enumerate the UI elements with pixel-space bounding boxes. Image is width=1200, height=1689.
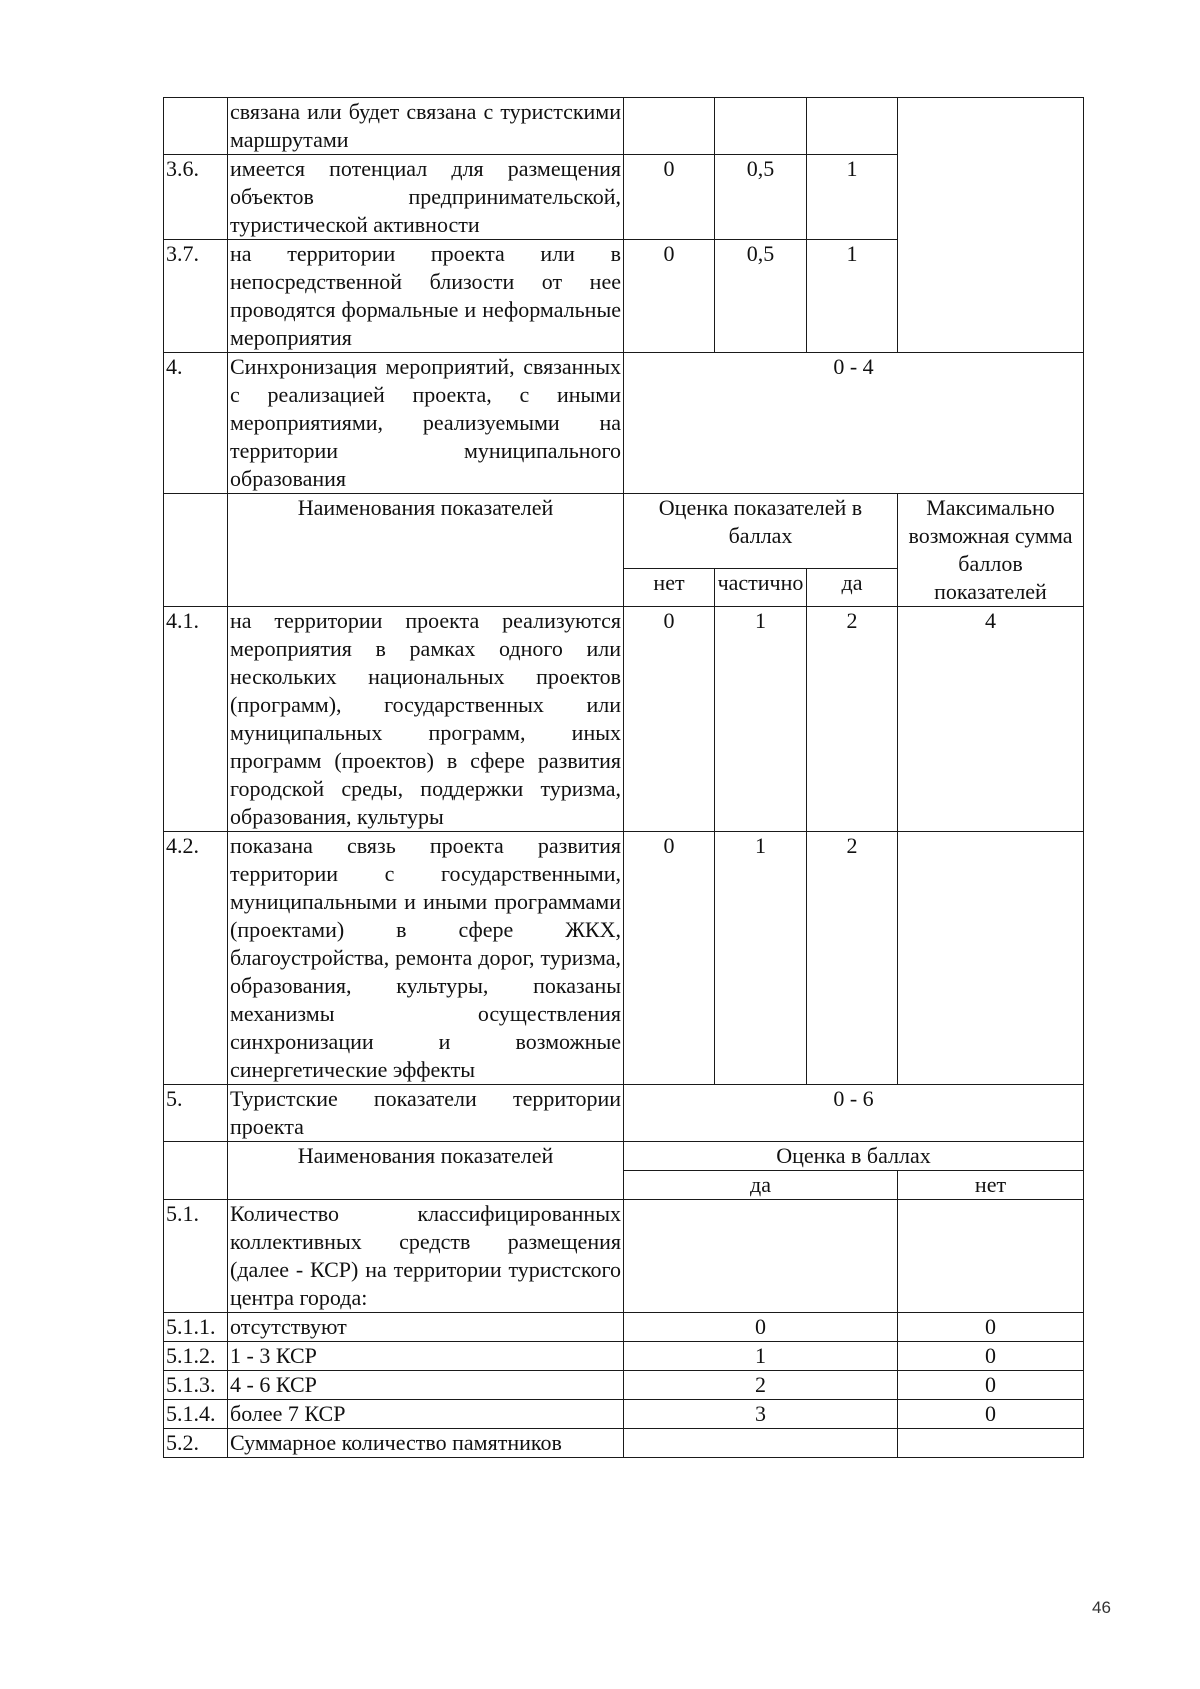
row-number: 4.1.: [164, 607, 228, 832]
row-number: 5.1.: [164, 1200, 228, 1313]
max-sum-value: 4: [898, 607, 1084, 832]
section-title: Синхронизация мероприятий, связанных с реализацией проекта, с иными мероприятиями, реализуемыми на территории муниципального образования: [228, 353, 624, 494]
section-row: [164, 1085, 1084, 1142]
indicator-text: Количество классифицированных коллективных средств размещения (далее - КСР) на территории туристского центра города:: [228, 1200, 624, 1313]
section-row: [164, 353, 1084, 494]
score-yes: 1: [807, 155, 898, 240]
section-number: 4.: [164, 353, 228, 494]
score-partial: 0,5: [715, 240, 807, 353]
header-row: [164, 494, 1084, 569]
indicator-text: более 7 КСР: [228, 1400, 624, 1429]
table-row: [164, 1313, 1084, 1342]
table-row: [164, 832, 1084, 1085]
row-number: 5.1.1.: [164, 1313, 228, 1342]
header-col-yes: да: [624, 1171, 898, 1200]
score-yes: 0: [624, 1313, 898, 1342]
header-max-sum: Максимально возможная сумма баллов показателей: [898, 494, 1084, 607]
row-number: 3.7.: [164, 240, 228, 353]
score-partial: 0,5: [715, 155, 807, 240]
score-yes: 2: [624, 1371, 898, 1400]
row-number: [164, 98, 228, 155]
indicator-text: 4 - 6 КСР: [228, 1371, 624, 1400]
header-indicator-names: Наименования показателей: [228, 1142, 624, 1200]
header-score-group: Оценка показателей в баллах: [624, 494, 898, 569]
row-number: 5.2.: [164, 1429, 228, 1458]
header-col-no: нет: [898, 1171, 1084, 1200]
header-indicator-names: Наименования показателей: [228, 494, 624, 607]
score-no: 0: [898, 1400, 1084, 1429]
section-score-range: 0 - 6: [624, 1085, 1084, 1142]
score-no: [624, 98, 715, 155]
score-no: 0: [898, 1371, 1084, 1400]
table-row: [164, 607, 1084, 832]
table-row: [164, 1400, 1084, 1429]
section-title: Туристские показатели территории проекта: [228, 1085, 624, 1142]
indicator-text: показана связь проекта развития территории с государственными, муниципальными и иными программами (проектами) в сфере ЖКХ, благоустройства, ремонта дорог, туризма, образования, культуры, показаны механизмы осуществления синхронизации и возможные синергетические эффекты: [228, 832, 624, 1085]
table-row: [164, 98, 1084, 155]
score-partial: 1: [715, 607, 807, 832]
header-col-yes: да: [807, 568, 898, 606]
indicator-text: связана или будет связана с туристскими маршрутами: [228, 98, 624, 155]
score-partial: 1: [715, 832, 807, 1085]
score-no: 0: [624, 832, 715, 1085]
score-yes: 3: [624, 1400, 898, 1429]
score-no: 0: [624, 240, 715, 353]
header-empty-cell: [164, 1142, 228, 1200]
header-row: [164, 1142, 1084, 1171]
score-partial: [715, 98, 807, 155]
score-yes: 1: [624, 1342, 898, 1371]
score-no: [898, 1429, 1084, 1458]
header-score-group: Оценка в баллах: [624, 1142, 1084, 1171]
page-number: 46: [1092, 1598, 1111, 1617]
score-yes: 2: [807, 832, 898, 1085]
table-row: [164, 1200, 1084, 1313]
score-no: 0: [624, 607, 715, 832]
score-no: 0: [898, 1313, 1084, 1342]
max-sum-cell: [898, 98, 1084, 353]
table-row: [164, 1429, 1084, 1458]
row-number: 3.6.: [164, 155, 228, 240]
score-yes: [807, 98, 898, 155]
score-no: 0: [898, 1342, 1084, 1371]
row-number: 5.1.4.: [164, 1400, 228, 1429]
score-yes: [624, 1429, 898, 1458]
header-empty-cell: [164, 494, 228, 607]
score-no: [898, 1200, 1084, 1313]
score-yes: 2: [807, 607, 898, 832]
indicator-text: на территории проекта или в непосредственной близости от нее проводятся формальные и неформальные мероприятия: [228, 240, 624, 353]
indicator-text: имеется потенциал для размещения объектов предпринимательской, туристической активности: [228, 155, 624, 240]
section-number: 5.: [164, 1085, 228, 1142]
row-number: 5.1.3.: [164, 1371, 228, 1400]
row-number: 5.1.2.: [164, 1342, 228, 1371]
row-number: 4.2.: [164, 832, 228, 1085]
indicator-text: на территории проекта реализуются мероприятия в рамках одного или нескольких национальных проектов (программ), государственных или муниципальных программ, иных программ (проектов) в сфере развития городской среды, поддержки туризма, образования, культуры: [228, 607, 624, 832]
indicator-text: 1 - 3 КСР: [228, 1342, 624, 1371]
header-col-partial: частично: [715, 568, 807, 606]
criteria-table: [163, 97, 1084, 1458]
indicator-text: отсутствуют: [228, 1313, 624, 1342]
score-yes: 1: [807, 240, 898, 353]
indicator-text: Суммарное количество памятников: [228, 1429, 624, 1458]
score-no: 0: [624, 155, 715, 240]
header-col-no: нет: [624, 568, 715, 606]
table-row: [164, 1371, 1084, 1400]
section-score-range: 0 - 4: [624, 353, 1084, 494]
table-row: [164, 1342, 1084, 1371]
score-yes: [624, 1200, 898, 1313]
max-sum-value: [898, 832, 1084, 1085]
